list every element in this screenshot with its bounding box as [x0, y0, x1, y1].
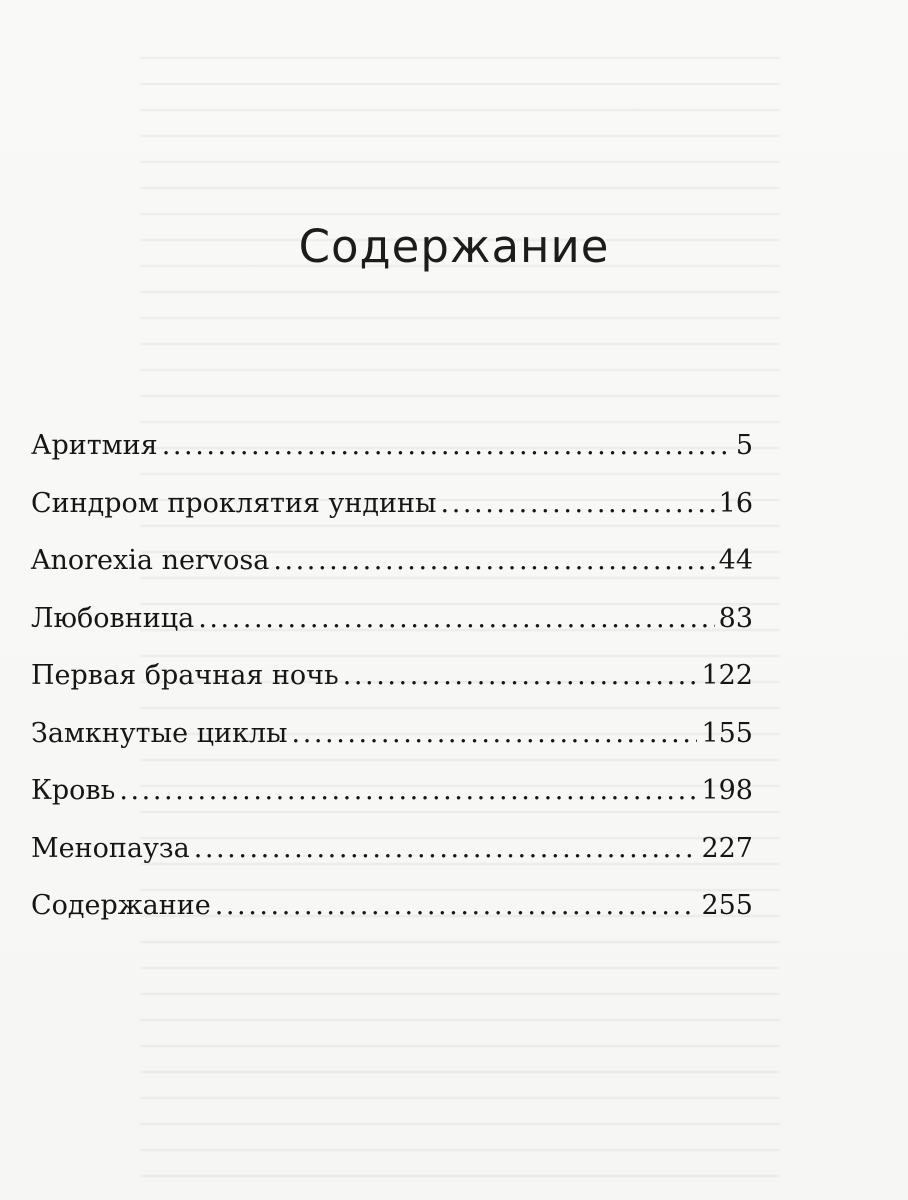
- page-title: Содержание: [298, 220, 610, 273]
- toc-entry-page: 16: [718, 487, 753, 519]
- toc-entry: [31, 430, 753, 488]
- toc-entry-page: 255: [701, 890, 753, 921]
- toc-entry-page: 83: [718, 602, 753, 634]
- toc-entry: [31, 660, 753, 718]
- toc-entry-title: Аритмия: [31, 430, 158, 461]
- toc-leader-dots: [215, 890, 698, 921]
- toc-entry-page: 44: [718, 545, 753, 576]
- toc-entry: [31, 775, 753, 833]
- toc-leader-dots: [343, 660, 698, 691]
- toc-entry-page: 155: [701, 717, 753, 749]
- toc-leader-dots: [292, 718, 698, 749]
- toc-leader-dots: [441, 488, 715, 519]
- toc-entry: [31, 488, 753, 546]
- toc-entry-title: Кровь: [31, 775, 116, 806]
- toc-entry-title: Замкнутые циклы: [31, 717, 288, 749]
- toc-entry: [31, 603, 753, 661]
- toc-leader-dots: [119, 775, 697, 806]
- toc-entry-page: 5: [735, 430, 753, 461]
- toc-entry: [31, 718, 753, 776]
- toc-leader-dots: [198, 603, 714, 634]
- toc-leader-dots: [273, 545, 714, 576]
- toc-entry: [31, 890, 753, 948]
- toc-entry-page: 198: [701, 775, 753, 806]
- toc-leader-dots: [194, 833, 698, 864]
- toc-entry-title: Anorexia nervosa: [31, 545, 270, 576]
- toc-entry-title: Синдром проклятия ундины: [31, 487, 437, 519]
- toc-entry-page: 227: [701, 832, 753, 864]
- toc-entry: [31, 545, 753, 603]
- toc-leader-dots: [162, 430, 732, 461]
- toc-entry-page: 122: [701, 660, 753, 691]
- toc-entry-title: Содержание: [31, 890, 211, 921]
- toc-entry: [31, 833, 753, 891]
- toc-entry-title: Первая брачная ночь: [31, 660, 339, 691]
- table-of-contents: [31, 430, 753, 948]
- toc-entry-title: Менопауза: [31, 832, 190, 864]
- toc-entry-title: Любовница: [31, 602, 195, 634]
